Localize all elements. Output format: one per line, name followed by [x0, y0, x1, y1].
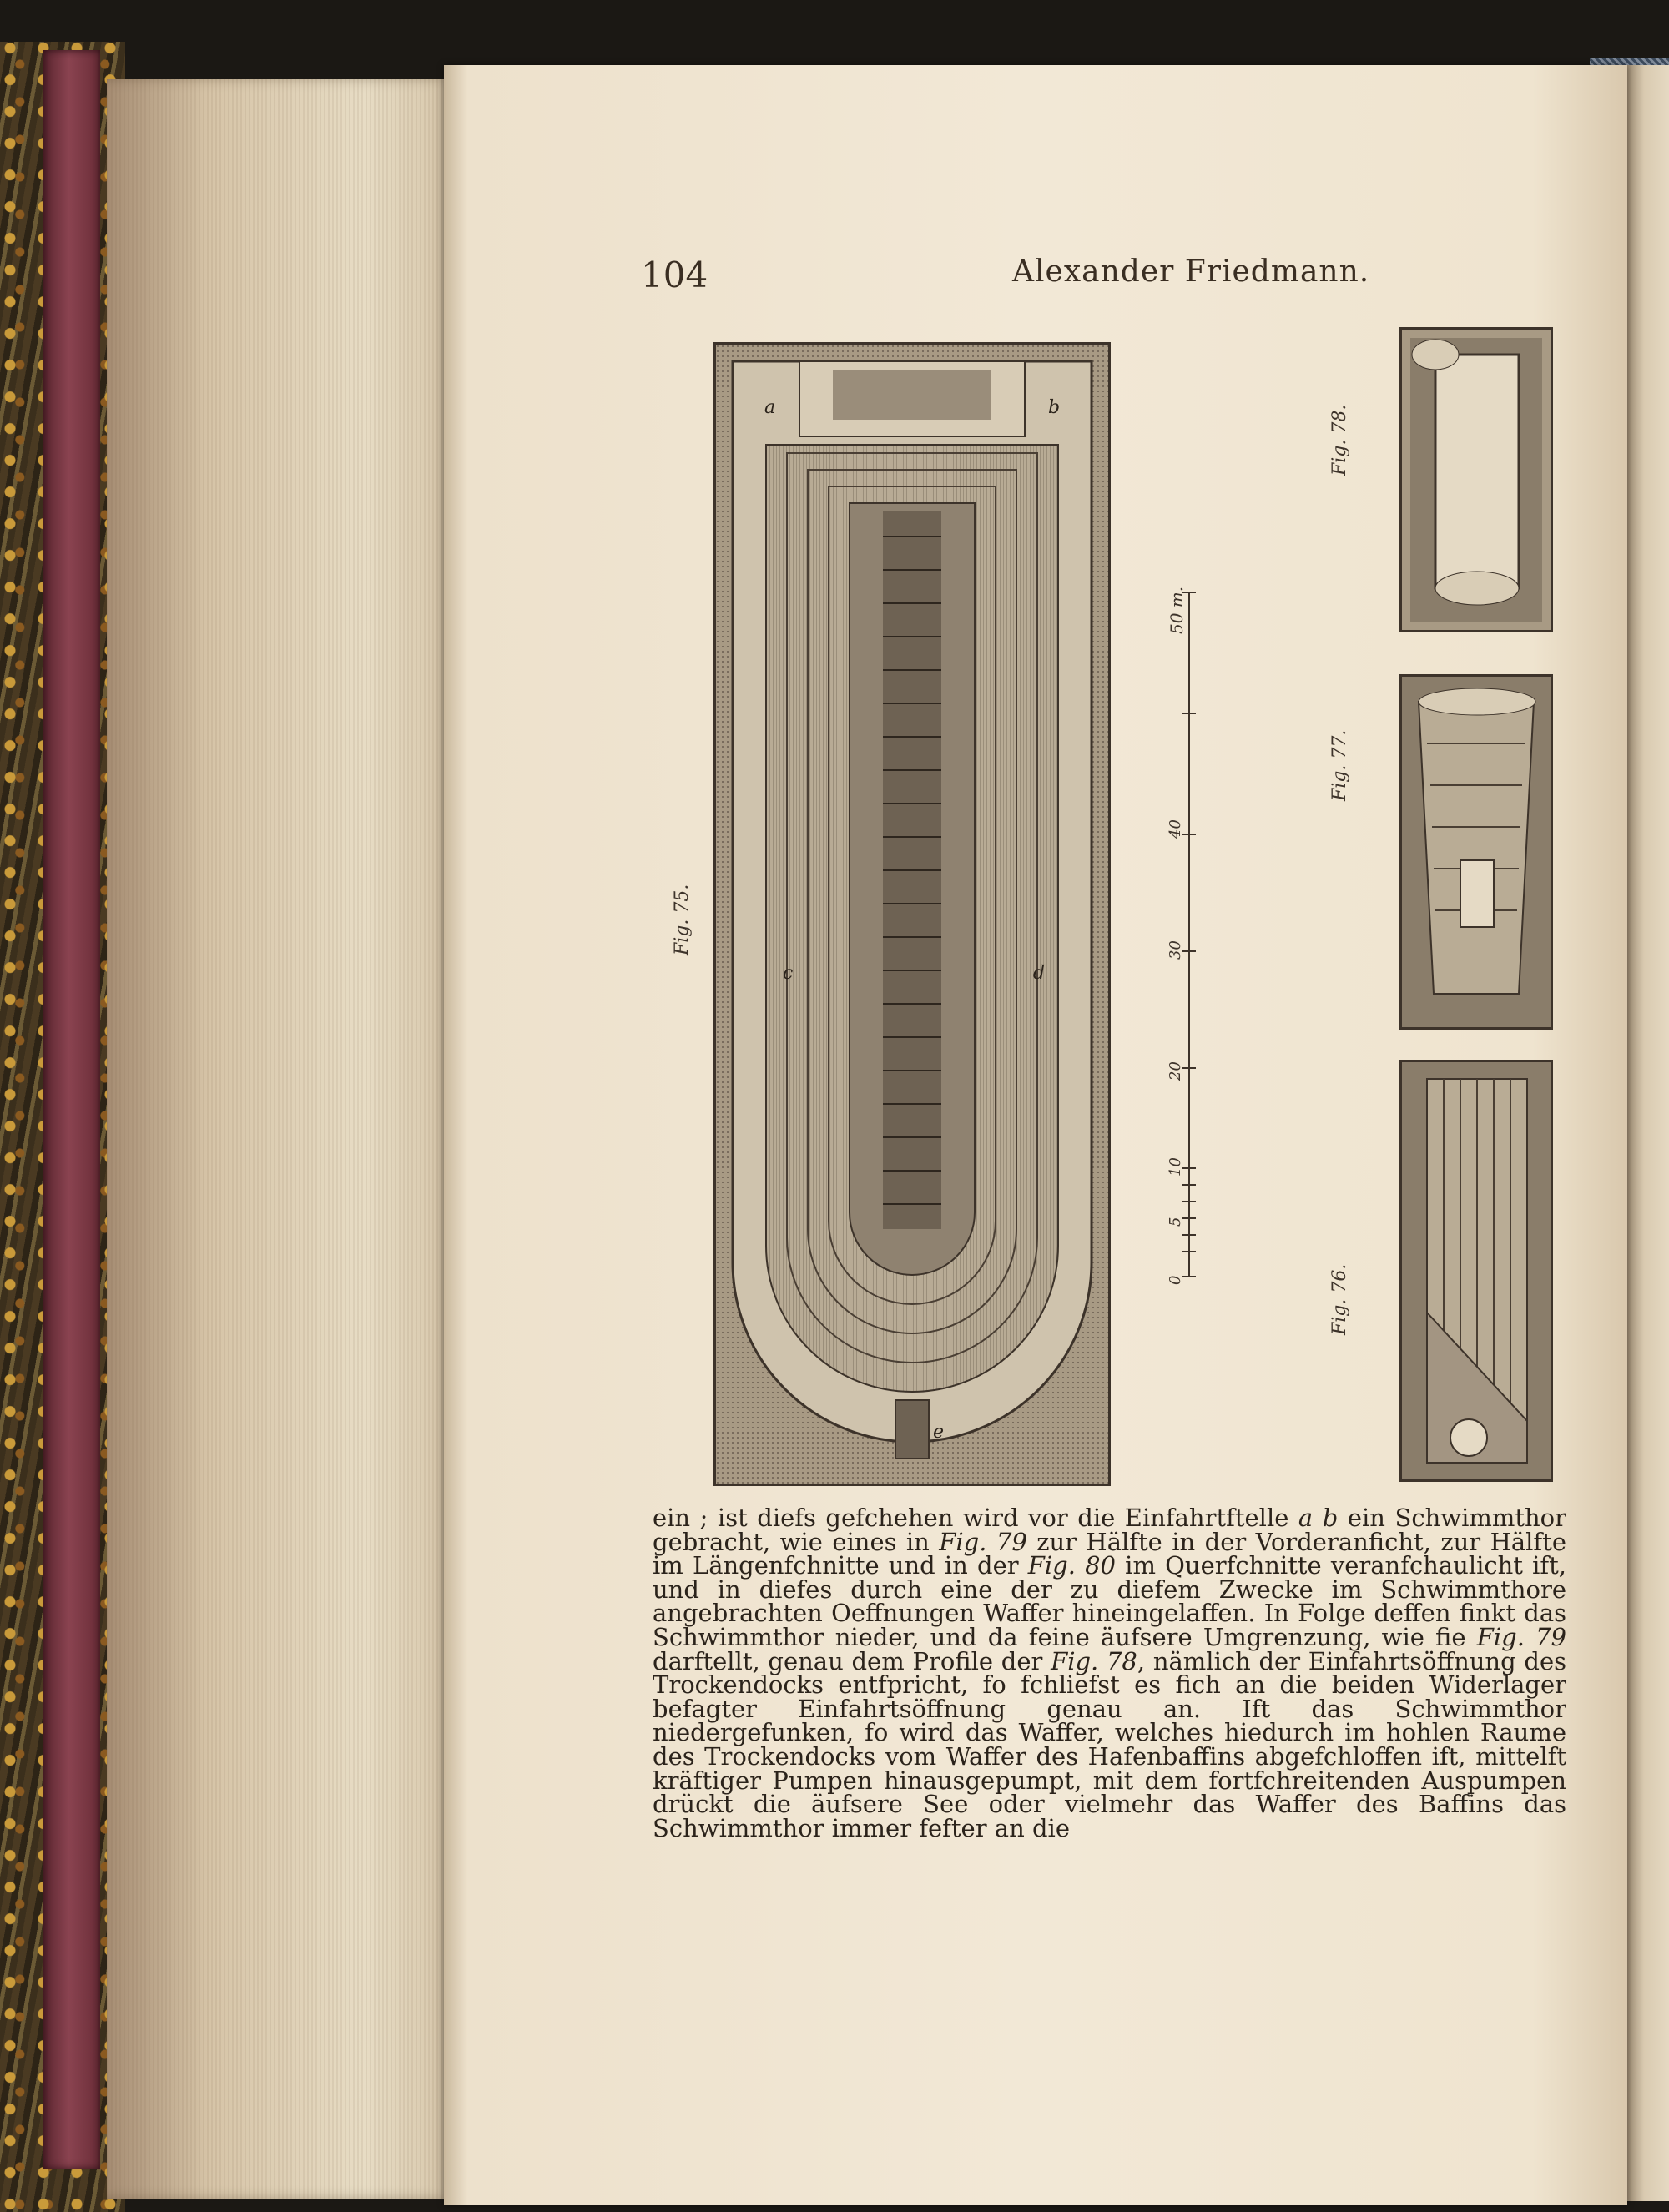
- fig76-label: Fig. 76.: [1329, 1263, 1350, 1335]
- scale-tick-20: 20: [1167, 1061, 1184, 1081]
- scale-tick-10: 10: [1167, 1157, 1184, 1177]
- scale-tick-0: 0: [1167, 1275, 1184, 1285]
- ref-fig79: Fig. 79: [939, 1527, 1027, 1556]
- scale-unit: 50 m.: [1167, 586, 1187, 634]
- drydock-plan-drawing: [716, 345, 1108, 1484]
- scale-tick-30: 30: [1167, 940, 1184, 960]
- figure-76-longitudinal-section: [1399, 1060, 1553, 1482]
- scale-bar: [1164, 584, 1214, 1285]
- scale-tick-40: 40: [1167, 819, 1184, 839]
- page-number: 104: [641, 254, 708, 295]
- fig75-label: Fig. 75.: [672, 884, 693, 955]
- figure-78-entrance-profile: [1399, 327, 1553, 632]
- running-title: Alexander Friedmann.: [1012, 254, 1370, 289]
- fig75-letter-d: d: [1033, 963, 1046, 984]
- ref-fig78: Fig. 78: [1051, 1646, 1137, 1675]
- fig75-letter-e: e: [933, 1422, 945, 1443]
- fig75-letter-b: b: [1048, 397, 1061, 418]
- facing-page-edge: [1624, 65, 1669, 2201]
- ref-ab: a b: [1298, 1504, 1339, 1532]
- leather-spine-edge: [43, 50, 100, 2169]
- figure-75-drydock-plan: [713, 342, 1111, 1486]
- scale-tick-5: 5: [1167, 1217, 1184, 1227]
- fig75-letter-a: a: [764, 397, 776, 418]
- body-text: [653, 1506, 1566, 1840]
- fig78-label: Fig. 78.: [1329, 404, 1350, 476]
- fig77-label: Fig. 77.: [1329, 729, 1350, 801]
- ref-fig79-2: Fig. 79: [1476, 1622, 1566, 1651]
- ref-fig80: Fig. 80: [1027, 1551, 1117, 1580]
- page-edges: [107, 79, 449, 2199]
- fig75-letter-c: c: [783, 963, 794, 984]
- figure-77-cross-section: [1399, 674, 1553, 1030]
- paragraph: ein ; ist diefs gefchehen wird vor die Einfahrtftelle a b ein Schwimmthor gebracht, wie eines in Fig. 79 zur Hälfte in der Vorderanficht, zur Hälfte im Längenfchnitte und in der Fig. 80 im Querfchnitte veranfchaulicht ift, und in diefes durch eine der zu diefem Zwecke im Schwimmthore angebrachten Oeffnungen Waffer hineingelaffen. In Folge deffen finkt das Schwimmthor nieder, und da feine äufsere Umgrenzung, wie fie Fig. 79 darftellt, genau dem Profile der Fig. 78, nämlich der Einfahrtsöffnung des Trockendocks entfpricht, fo fchliefst es fich an die beiden Widerlager befagter Einfahrtsöffnung genau an. Ift das Schwimmthor niedergefunken, fo wird das Waffer, welches hiedurch im hohlen Raume des Trockendocks vom Waffer des Hafenbaffins abgefchloffen ift, mittelft kräftiger Pumpen hinausgepumpt, mit dem fortfchreitenden Auspumpen drückt die äufsere See oder vielmehr das Waffer des Baffins das Schwimmthor immer fefter an die: [653, 1504, 1567, 1842]
